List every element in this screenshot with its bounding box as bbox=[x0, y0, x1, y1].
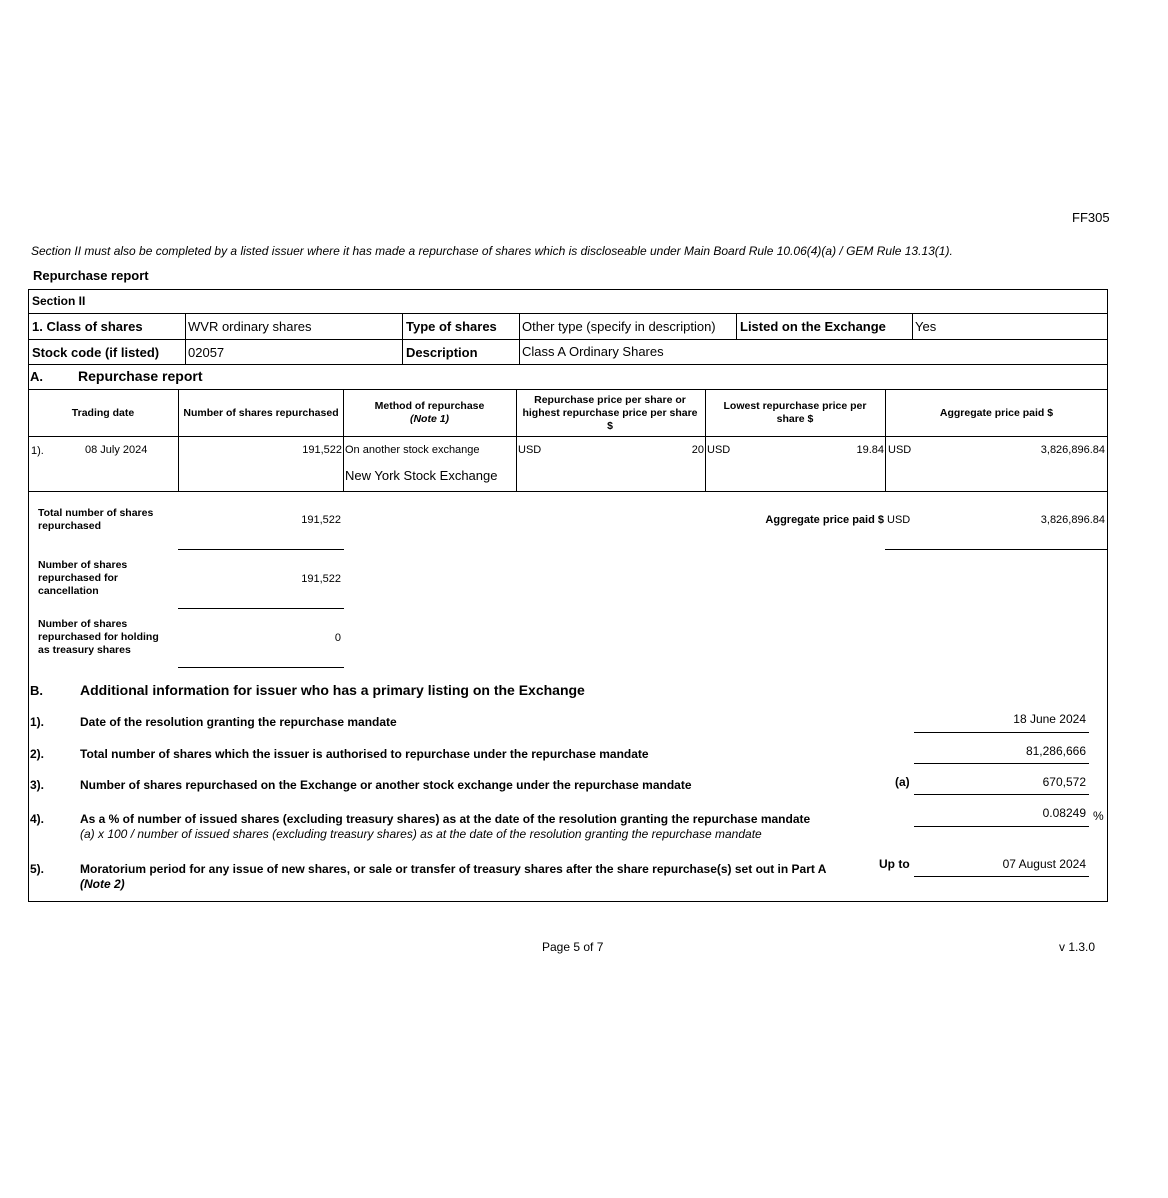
item-1-index: 1). bbox=[30, 715, 45, 729]
row-shares: 191,522 bbox=[302, 444, 342, 456]
header-method-note: (Note 1) bbox=[409, 413, 450, 425]
divider bbox=[28, 436, 1108, 437]
treasury-label: Number of shares repurchased for holding as treasury shares bbox=[38, 618, 159, 656]
row-price-currency: USD bbox=[518, 444, 542, 456]
item-3-tag: (a) bbox=[895, 775, 910, 789]
row-aggregate-currency: USD bbox=[888, 444, 912, 456]
frame-top bbox=[28, 289, 1108, 290]
type-of-shares-value: Other type (specify in description) bbox=[522, 319, 716, 334]
aggregate-total-value: 3,826,896.84 bbox=[1040, 514, 1105, 526]
divider bbox=[185, 313, 186, 339]
total-shares-value: 191,522 bbox=[301, 514, 341, 526]
frame-bottom bbox=[28, 901, 1108, 902]
divider bbox=[516, 389, 517, 491]
underline bbox=[914, 826, 1089, 827]
part-a-title: Repurchase report bbox=[78, 368, 203, 384]
divider bbox=[736, 313, 737, 339]
row-trading-date: 08 July 2024 bbox=[85, 444, 148, 456]
divider bbox=[28, 364, 1108, 365]
item-3-value: 670,572 bbox=[1042, 775, 1086, 789]
divider bbox=[402, 313, 403, 339]
item-5-tag: Up to bbox=[879, 857, 910, 871]
aggregate-total-currency: USD bbox=[887, 514, 911, 526]
frame-left bbox=[28, 289, 29, 902]
divider bbox=[519, 313, 520, 339]
divider bbox=[28, 313, 1108, 314]
item-3-index: 3). bbox=[30, 778, 45, 792]
header-aggregate-price: Aggregate price paid $ bbox=[939, 406, 1054, 419]
description-label: Description bbox=[406, 345, 478, 360]
class-of-shares-value: WVR ordinary shares bbox=[188, 319, 312, 334]
item-3-label: Number of shares repurchased on the Exchange or another stock exchange under the repurchase mandate bbox=[80, 778, 692, 792]
header-lowest-price: Lowest repurchase price per share $ bbox=[723, 400, 867, 425]
part-a-letter: A. bbox=[30, 369, 43, 384]
row-method: On another stock exchange bbox=[345, 444, 480, 456]
item-5-label: Moratorium period for any issue of new shares, or sale or transfer of treasury shares after the share repurchase(s) set out in Part A bbox=[80, 862, 827, 876]
cancellation-label: Number of shares repurchased for cancellation bbox=[38, 559, 128, 597]
item-1-label: Date of the resolution granting the repurchase mandate bbox=[80, 715, 397, 729]
item-4-value: 0.08249 bbox=[1042, 806, 1086, 820]
item-2-label: Total number of shares which the issuer is authorised to repurchase under the repurchase mandate bbox=[80, 747, 649, 761]
underline bbox=[885, 549, 1108, 550]
treasury-value: 0 bbox=[334, 632, 341, 644]
underline bbox=[178, 667, 344, 668]
underline bbox=[178, 549, 344, 550]
type-of-shares-label: Type of shares bbox=[406, 319, 497, 334]
header-method bbox=[344, 390, 515, 436]
section-title: Section II bbox=[32, 294, 86, 308]
row-price: 20 bbox=[691, 444, 704, 456]
listed-value: Yes bbox=[915, 319, 937, 334]
divider bbox=[185, 339, 186, 364]
report-title: Repurchase report bbox=[33, 268, 149, 283]
item-4-unit: % bbox=[1093, 809, 1104, 823]
intro-note: Section II must also be completed by a listed issuer where it has made a repurchase of shares which is discloseable under Main Board Rule 10.06(4)(a) / GEM Rule 13.13(1). bbox=[31, 244, 953, 258]
stock-code-label: Stock code (if listed) bbox=[32, 345, 160, 360]
item-5-value: 07 August 2024 bbox=[1002, 857, 1086, 871]
header-method-label: Method of repurchase bbox=[374, 400, 485, 412]
version: v 1.3.0 bbox=[1059, 940, 1096, 954]
cancellation-value: 191,522 bbox=[301, 573, 341, 585]
row-exchange: New York Stock Exchange bbox=[345, 468, 498, 483]
underline bbox=[914, 794, 1089, 795]
item-4-label: As a % of number of issued shares (excluding treasury shares) as at the date of the resolution granting the repurchase mandate bbox=[80, 812, 811, 826]
form-code: FF305 bbox=[1072, 210, 1110, 225]
description-value: Class A Ordinary Shares bbox=[522, 344, 664, 359]
divider bbox=[885, 389, 886, 491]
divider bbox=[912, 313, 913, 339]
row-index: 1). bbox=[31, 445, 44, 457]
underline bbox=[914, 763, 1089, 764]
class-of-shares-label: 1. Class of shares bbox=[32, 319, 143, 334]
part-b-letter: B. bbox=[30, 683, 43, 698]
divider bbox=[178, 389, 179, 491]
item-5-index: 5). bbox=[30, 862, 45, 876]
row-aggregate: 3,826,896.84 bbox=[1040, 444, 1105, 456]
listed-label: Listed on the Exchange bbox=[740, 319, 886, 334]
stock-code-value: 02057 bbox=[188, 345, 225, 360]
header-number-of-shares: Number of shares repurchased bbox=[183, 406, 339, 419]
aggregate-total-label: Aggregate price paid $ bbox=[765, 514, 884, 526]
row-lowest: 19.84 bbox=[856, 444, 884, 456]
page-number: Page 5 of 7 bbox=[542, 940, 604, 954]
item-4-sublabel: (a) x 100 / number of issued shares (excluding treasury shares) as at the date of the resolution granting the repurchase mandate bbox=[80, 827, 762, 841]
header-trading-date: Trading date bbox=[71, 406, 135, 419]
item-4-index: 4). bbox=[30, 812, 45, 826]
divider bbox=[519, 339, 520, 364]
header-repurchase-price: Repurchase price per share or highest repurchase price per share $ bbox=[522, 393, 698, 432]
item-5-note: (Note 2) bbox=[80, 877, 125, 891]
underline bbox=[178, 608, 344, 609]
underline bbox=[914, 732, 1089, 733]
item-2-index: 2). bbox=[30, 747, 45, 761]
total-shares-label: Total number of shares repurchased bbox=[38, 507, 154, 532]
underline bbox=[914, 876, 1089, 877]
item-2-value: 81,286,666 bbox=[1025, 744, 1086, 758]
row-lowest-currency: USD bbox=[707, 444, 731, 456]
part-b-title: Additional information for issuer who has a primary listing on the Exchange bbox=[80, 682, 585, 698]
divider bbox=[28, 491, 1108, 492]
divider bbox=[705, 389, 706, 491]
divider bbox=[343, 389, 344, 491]
item-1-value: 18 June 2024 bbox=[1013, 712, 1086, 726]
divider bbox=[402, 339, 403, 364]
divider bbox=[28, 339, 1108, 340]
frame-right bbox=[1107, 289, 1108, 902]
